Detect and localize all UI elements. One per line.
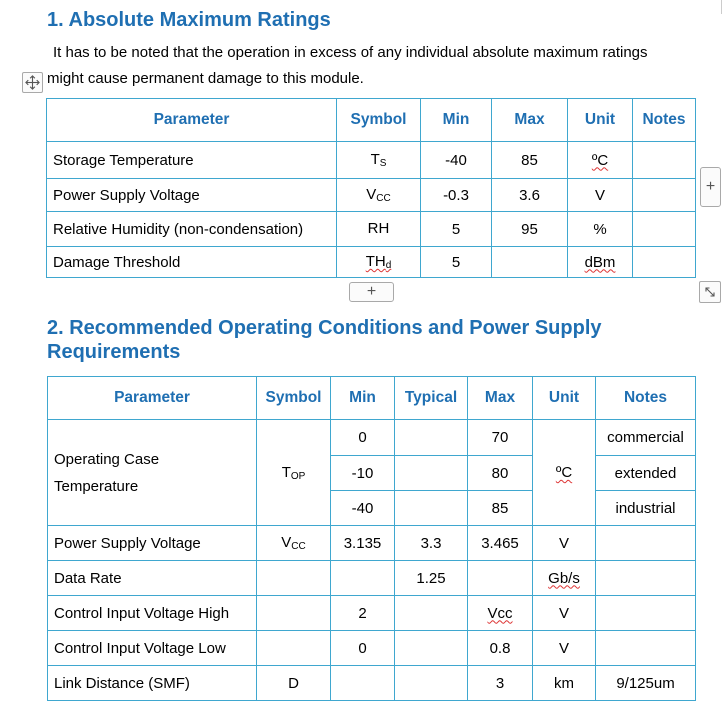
cell-unit: % xyxy=(568,212,633,247)
cell-symbol: $TH_d$ xyxy=(337,247,421,278)
cell-typical: 3.3 xyxy=(395,526,468,561)
cell-symbol xyxy=(257,596,331,631)
plus-icon: + xyxy=(705,178,716,195)
table-row xyxy=(48,420,696,456)
cell-max: 3 xyxy=(468,666,533,701)
cell-min: 5 xyxy=(421,212,492,247)
absolute-max-ratings-table xyxy=(46,98,696,278)
header-notes: Notes xyxy=(633,99,696,142)
cell-notes xyxy=(596,526,696,561)
cell-parameter: Link Distance (SMF) xyxy=(48,666,257,701)
cell-max: 3.6 xyxy=(492,179,568,212)
cell-parameter: Control Input Voltage High xyxy=(48,596,257,631)
cell-symbol xyxy=(257,631,331,666)
table-row xyxy=(47,212,696,247)
table-row xyxy=(47,179,696,212)
table-resize-handle[interactable] xyxy=(699,281,721,303)
cell-notes xyxy=(633,247,696,278)
cell-unit: km xyxy=(533,666,596,701)
cell-min: 3.135 xyxy=(331,526,395,561)
cell-max: 0.8 xyxy=(468,631,533,666)
plus-icon: + xyxy=(366,283,377,300)
cell-typical xyxy=(395,420,468,456)
cell-max: 70 xyxy=(468,420,533,456)
cell-unit: V xyxy=(533,526,596,561)
cell-notes xyxy=(596,561,696,596)
cell-min: 5 xyxy=(421,247,492,278)
header-parameter: Parameter xyxy=(48,377,257,420)
cell-unit: V xyxy=(568,179,633,212)
cell-typical xyxy=(395,456,468,491)
cell-symbol: $T_{OP}$ xyxy=(257,420,331,526)
add-column-button[interactable] xyxy=(700,167,721,207)
table-row xyxy=(48,666,696,701)
cell-notes xyxy=(596,631,696,666)
cell-unit: dBm xyxy=(568,247,633,278)
cell-typical xyxy=(395,491,468,526)
table-header-row xyxy=(48,377,696,420)
cell-max xyxy=(492,247,568,278)
cell-notes: extended xyxy=(596,456,696,491)
cell-unit: V xyxy=(533,631,596,666)
header-min: Min xyxy=(421,99,492,142)
cell-parameter: Control Input Voltage Low xyxy=(48,631,257,666)
cell-max: 85 xyxy=(468,491,533,526)
cell-min xyxy=(331,666,395,701)
cell-min: 0 xyxy=(331,420,395,456)
cell-notes: 9/125um xyxy=(596,666,696,701)
header-symbol: Symbol xyxy=(337,99,421,142)
cell-typical xyxy=(395,631,468,666)
table-row xyxy=(48,526,696,561)
add-row-button[interactable] xyxy=(349,282,394,302)
header-max: Max xyxy=(492,99,568,142)
cell-typical xyxy=(395,666,468,701)
header-notes: Notes xyxy=(596,377,696,420)
cell-symbol: $V_{CC}$ xyxy=(257,526,331,561)
table-row xyxy=(48,631,696,666)
cell-unit: ºC xyxy=(568,142,633,179)
cell-typical: 1.25 xyxy=(395,561,468,596)
table-row xyxy=(48,561,696,596)
diagonal-resize-icon xyxy=(704,286,716,298)
cell-notes: industrial xyxy=(596,491,696,526)
cell-parameter: Damage Threshold xyxy=(47,247,337,278)
cell-typical xyxy=(395,596,468,631)
cell-parameter: Power Supply Voltage xyxy=(48,526,257,561)
header-unit: Unit xyxy=(568,99,633,142)
cell-max: 85 xyxy=(492,142,568,179)
table-move-handle[interactable] xyxy=(22,72,43,93)
cell-min: -0.3 xyxy=(421,179,492,212)
cell-max: 3.465 xyxy=(468,526,533,561)
cell-min: -10 xyxy=(331,456,395,491)
paragraph-line-2: might cause permanent damage to this module. xyxy=(47,70,364,87)
cell-notes xyxy=(596,596,696,631)
table-header-row xyxy=(47,99,696,142)
cell-symbol xyxy=(257,561,331,596)
cell-max: 80 xyxy=(468,456,533,491)
cell-parameter: Data Rate xyxy=(48,561,257,596)
table-row xyxy=(47,142,696,179)
table-row xyxy=(47,247,696,278)
cell-symbol: RH xyxy=(337,212,421,247)
header-symbol: Symbol xyxy=(257,377,331,420)
cell-unit: Gb/s xyxy=(533,561,596,596)
section-1-heading: 1. Absolute Maximum Ratings xyxy=(47,9,331,31)
cell-symbol: $V_{CC}$ xyxy=(337,179,421,212)
cell-max: Vcc xyxy=(468,596,533,631)
header-min: Min xyxy=(331,377,395,420)
paragraph-line-1: It has to be noted that the operation in excess of any individual absolute maximum ratings xyxy=(53,44,648,61)
cell-max: 95 xyxy=(492,212,568,247)
header-typical: Typical xyxy=(395,377,468,420)
cell-min: 0 xyxy=(331,631,395,666)
window-edge xyxy=(721,0,722,14)
cell-min: -40 xyxy=(331,491,395,526)
section-2-heading: 2. Recommended Operating Conditions and Power Supply Requirements xyxy=(47,317,602,363)
cell-unit: ºC xyxy=(533,420,596,526)
cell-parameter: Relative Humidity (non-condensation) xyxy=(47,212,337,247)
header-parameter: Parameter xyxy=(47,99,337,142)
cell-parameter: Power Supply Voltage xyxy=(47,179,337,212)
cell-parameter: Storage Temperature xyxy=(47,142,337,179)
cell-min: -40 xyxy=(421,142,492,179)
header-max: Max xyxy=(468,377,533,420)
cell-min: 2 xyxy=(331,596,395,631)
cell-notes xyxy=(633,212,696,247)
cell-symbol: $T_S$ xyxy=(337,142,421,179)
header-unit: Unit xyxy=(533,377,596,420)
operating-conditions-table xyxy=(47,376,696,701)
cell-notes xyxy=(633,179,696,212)
cell-notes: commercial xyxy=(596,420,696,456)
intro-paragraph xyxy=(47,40,707,92)
move-arrows-icon xyxy=(25,75,40,90)
cell-max xyxy=(468,561,533,596)
cell-notes xyxy=(633,142,696,179)
cell-parameter: Operating Case Temperature xyxy=(48,420,257,526)
cell-symbol: D xyxy=(257,666,331,701)
table-row xyxy=(48,596,696,631)
cell-unit: V xyxy=(533,596,596,631)
cell-min xyxy=(331,561,395,596)
